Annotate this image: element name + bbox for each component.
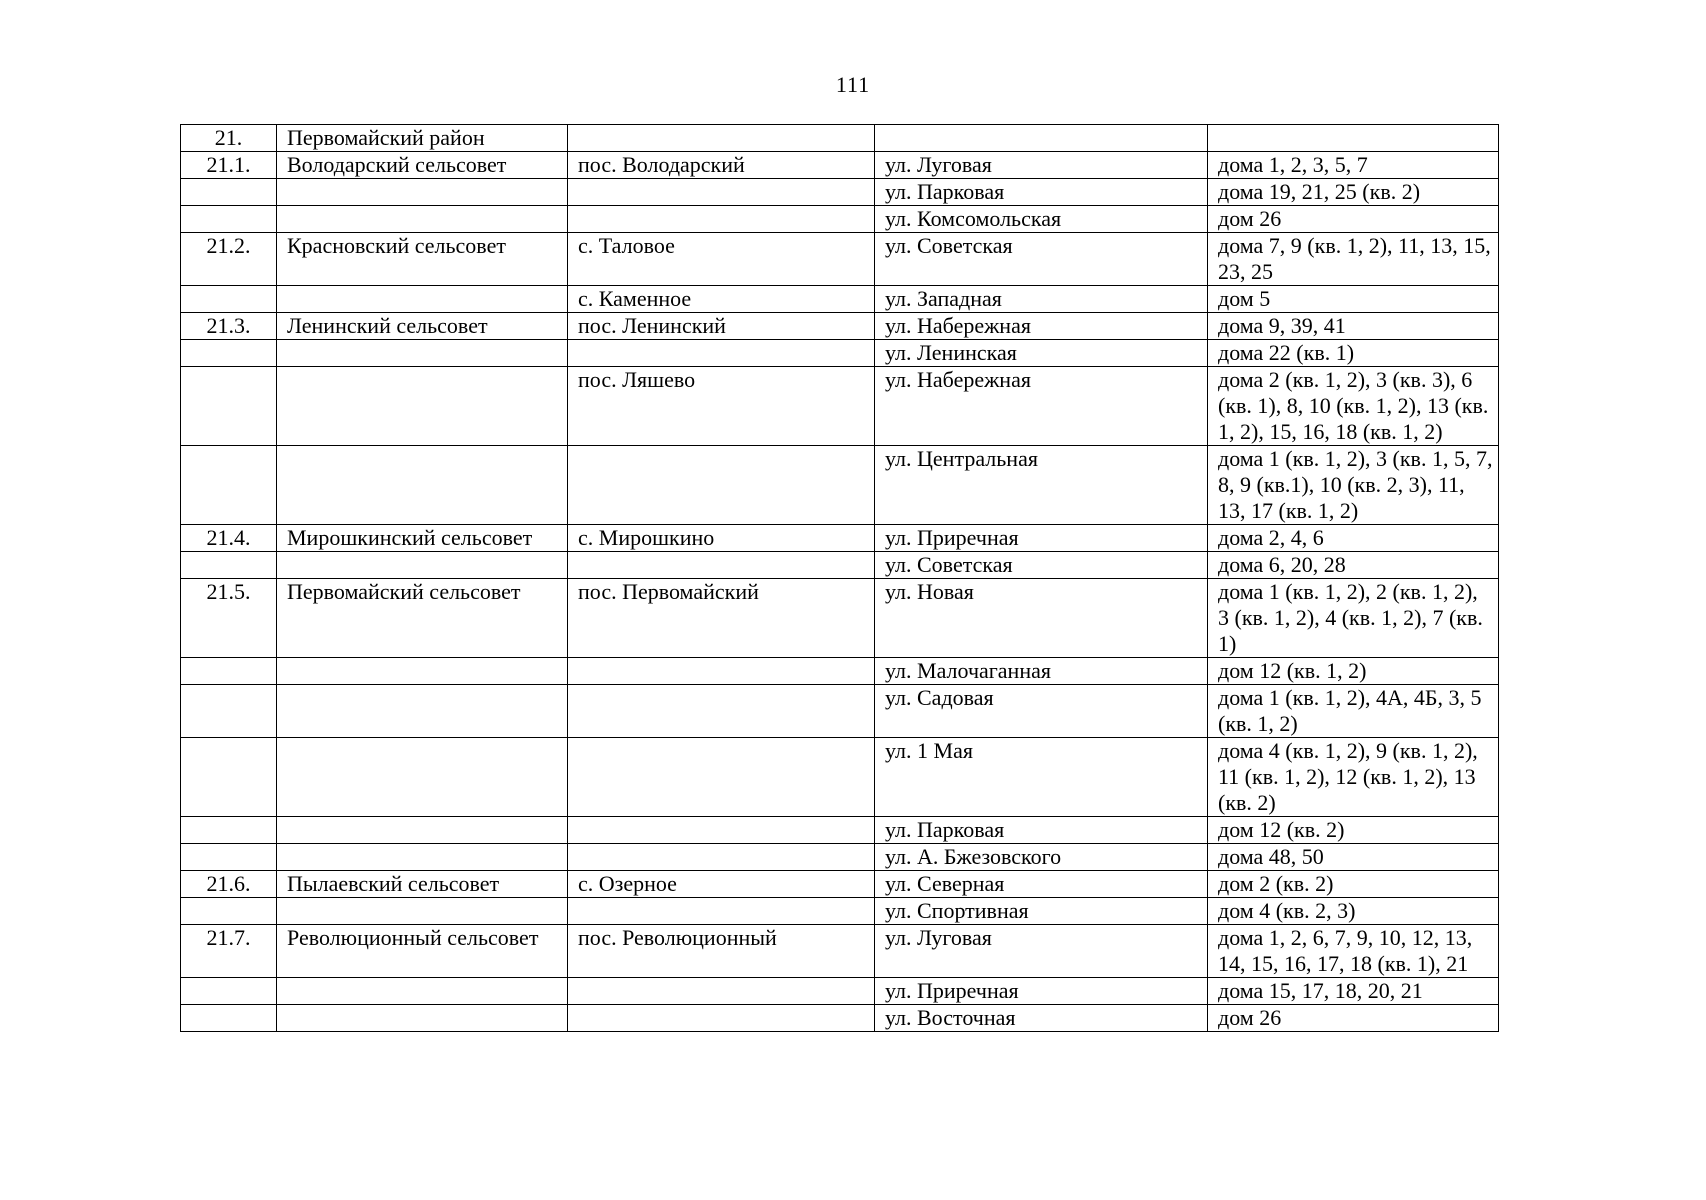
address-table-body xyxy=(181,125,1499,1032)
row-number-cell xyxy=(181,552,277,579)
table-row xyxy=(181,579,1499,658)
council-name-cell xyxy=(277,552,568,579)
row-number-cell: 21. xyxy=(181,125,277,152)
settlement-name-cell xyxy=(568,898,875,925)
table-row xyxy=(181,152,1499,179)
row-number-cell xyxy=(181,817,277,844)
house-numbers-cell: дома 2 (кв. 1, 2), 3 (кв. 3), 6 (кв. 1), 8, 10 (кв. 1, 2), 13 (кв. 1, 2), 15, 16, 18 (кв. 1, 2) xyxy=(1208,367,1499,446)
address-table xyxy=(180,124,1499,1032)
house-numbers-cell: дома 1 (кв. 1, 2), 4А, 4Б, 3, 5 (кв. 1, 2) xyxy=(1208,685,1499,738)
street-name-cell: ул. Приречная xyxy=(875,978,1208,1005)
row-number-cell xyxy=(181,446,277,525)
row-number-cell: 21.1. xyxy=(181,152,277,179)
row-number-cell xyxy=(181,340,277,367)
settlement-name-cell xyxy=(568,978,875,1005)
council-name-cell: Ленинский сельсовет xyxy=(277,313,568,340)
house-numbers-cell: дома 19, 21, 25 (кв. 2) xyxy=(1208,179,1499,206)
settlement-name-cell xyxy=(568,685,875,738)
settlement-name-cell xyxy=(568,179,875,206)
council-name-cell: Первомайский район xyxy=(277,125,568,152)
council-name-cell: Революционный сельсовет xyxy=(277,925,568,978)
table-row xyxy=(181,1005,1499,1032)
council-name-cell xyxy=(277,1005,568,1032)
street-name-cell: ул. 1 Мая xyxy=(875,738,1208,817)
settlement-name-cell: пос. Ляшево xyxy=(568,367,875,446)
settlement-name-cell xyxy=(568,658,875,685)
table-row xyxy=(181,871,1499,898)
council-name-cell: Мирошкинский сельсовет xyxy=(277,525,568,552)
street-name-cell: ул. Луговая xyxy=(875,925,1208,978)
settlement-name-cell xyxy=(568,844,875,871)
settlement-name-cell: с. Каменное xyxy=(568,286,875,313)
council-name-cell: Красновский сельсовет xyxy=(277,233,568,286)
table-row xyxy=(181,367,1499,446)
council-name-cell xyxy=(277,206,568,233)
street-name-cell: ул. А. Бжезовского xyxy=(875,844,1208,871)
house-numbers-cell: дома 2, 4, 6 xyxy=(1208,525,1499,552)
row-number-cell xyxy=(181,367,277,446)
street-name-cell: ул. Советская xyxy=(875,233,1208,286)
street-name-cell: ул. Новая xyxy=(875,579,1208,658)
settlement-name-cell: пос. Первомайский xyxy=(568,579,875,658)
row-number-cell xyxy=(181,738,277,817)
house-numbers-cell: дома 1 (кв. 1, 2), 3 (кв. 1, 5, 7, 8, 9 (кв.1), 10 (кв. 2, 3), 11, 13, 17 (кв. 1, 2) xyxy=(1208,446,1499,525)
house-numbers-cell: дома 15, 17, 18, 20, 21 xyxy=(1208,978,1499,1005)
settlement-name-cell: с. Таловое xyxy=(568,233,875,286)
house-numbers-cell: дома 1 (кв. 1, 2), 2 (кв. 1, 2), 3 (кв. 1, 2), 4 (кв. 1, 2), 7 (кв. 1) xyxy=(1208,579,1499,658)
street-name-cell: ул. Западная xyxy=(875,286,1208,313)
house-numbers-cell: дома 6, 20, 28 xyxy=(1208,552,1499,579)
settlement-name-cell: с. Озерное xyxy=(568,871,875,898)
table-row xyxy=(181,206,1499,233)
street-name-cell: ул. Парковая xyxy=(875,179,1208,206)
house-numbers-cell: дом 5 xyxy=(1208,286,1499,313)
council-name-cell xyxy=(277,738,568,817)
street-name-cell xyxy=(875,125,1208,152)
council-name-cell: Пылаевский сельсовет xyxy=(277,871,568,898)
house-numbers-cell: дом 4 (кв. 2, 3) xyxy=(1208,898,1499,925)
council-name-cell xyxy=(277,685,568,738)
table-row xyxy=(181,552,1499,579)
table-row xyxy=(181,925,1499,978)
house-numbers-cell: дома 48, 50 xyxy=(1208,844,1499,871)
street-name-cell: ул. Центральная xyxy=(875,446,1208,525)
row-number-cell xyxy=(181,978,277,1005)
row-number-cell xyxy=(181,286,277,313)
council-name-cell xyxy=(277,658,568,685)
street-name-cell: ул. Малочаганная xyxy=(875,658,1208,685)
page-number: 111 xyxy=(835,72,871,97)
settlement-name-cell xyxy=(568,1005,875,1032)
street-name-cell: ул. Луговая xyxy=(875,152,1208,179)
table-row xyxy=(181,817,1499,844)
house-numbers-cell: дома 9, 39, 41 xyxy=(1208,313,1499,340)
house-numbers-cell: дом 12 (кв. 2) xyxy=(1208,817,1499,844)
table-row xyxy=(181,525,1499,552)
row-number-cell: 21.7. xyxy=(181,925,277,978)
settlement-name-cell: с. Мирошкино xyxy=(568,525,875,552)
council-name-cell xyxy=(277,446,568,525)
table-row xyxy=(181,898,1499,925)
table-row xyxy=(181,179,1499,206)
house-numbers-cell: дома 22 (кв. 1) xyxy=(1208,340,1499,367)
street-name-cell: ул. Парковая xyxy=(875,817,1208,844)
house-numbers-cell: дома 4 (кв. 1, 2), 9 (кв. 1, 2), 11 (кв. 1, 2), 12 (кв. 1, 2), 13 (кв. 2) xyxy=(1208,738,1499,817)
table-row xyxy=(181,978,1499,1005)
house-numbers-cell: дом 26 xyxy=(1208,1005,1499,1032)
street-name-cell: ул. Восточная xyxy=(875,1005,1208,1032)
street-name-cell: ул. Набережная xyxy=(875,367,1208,446)
table-row xyxy=(181,658,1499,685)
table-row xyxy=(181,844,1499,871)
street-name-cell: ул. Садовая xyxy=(875,685,1208,738)
settlement-name-cell: пос. Ленинский xyxy=(568,313,875,340)
council-name-cell xyxy=(277,367,568,446)
row-number-cell: 21.5. xyxy=(181,579,277,658)
row-number-cell xyxy=(181,1005,277,1032)
house-numbers-cell xyxy=(1208,125,1499,152)
row-number-cell: 21.2. xyxy=(181,233,277,286)
house-numbers-cell: дома 1, 2, 3, 5, 7 xyxy=(1208,152,1499,179)
table-row xyxy=(181,286,1499,313)
council-name-cell: Володарский сельсовет xyxy=(277,152,568,179)
house-numbers-cell: дом 12 (кв. 1, 2) xyxy=(1208,658,1499,685)
settlement-name-cell xyxy=(568,817,875,844)
settlement-name-cell xyxy=(568,446,875,525)
house-numbers-cell: дома 1, 2, 6, 7, 9, 10, 12, 13, 14, 15, 16, 17, 18 (кв. 1), 21 xyxy=(1208,925,1499,978)
table-row xyxy=(181,233,1499,286)
street-name-cell: ул. Спортивная xyxy=(875,898,1208,925)
row-number-cell: 21.3. xyxy=(181,313,277,340)
settlement-name-cell xyxy=(568,125,875,152)
row-number-cell xyxy=(181,658,277,685)
council-name-cell xyxy=(277,340,568,367)
street-name-cell: ул. Набережная xyxy=(875,313,1208,340)
row-number-cell xyxy=(181,179,277,206)
settlement-name-cell: пос. Володарский xyxy=(568,152,875,179)
settlement-name-cell xyxy=(568,552,875,579)
street-name-cell: ул. Северная xyxy=(875,871,1208,898)
settlement-name-cell xyxy=(568,206,875,233)
table-row xyxy=(181,738,1499,817)
council-name-cell xyxy=(277,898,568,925)
council-name-cell: Первомайский сельсовет xyxy=(277,579,568,658)
council-name-cell xyxy=(277,286,568,313)
street-name-cell: ул. Ленинская xyxy=(875,340,1208,367)
table-row xyxy=(181,685,1499,738)
house-numbers-cell: дома 7, 9 (кв. 1, 2), 11, 13, 15, 23, 25 xyxy=(1208,233,1499,286)
table-row xyxy=(181,446,1499,525)
row-number-cell: 21.6. xyxy=(181,871,277,898)
row-number-cell xyxy=(181,206,277,233)
council-name-cell xyxy=(277,179,568,206)
row-number-cell xyxy=(181,844,277,871)
settlement-name-cell xyxy=(568,738,875,817)
table-row xyxy=(181,125,1499,152)
council-name-cell xyxy=(277,844,568,871)
council-name-cell xyxy=(277,817,568,844)
row-number-cell: 21.4. xyxy=(181,525,277,552)
row-number-cell xyxy=(181,685,277,738)
street-name-cell: ул. Приречная xyxy=(875,525,1208,552)
settlement-name-cell xyxy=(568,340,875,367)
table-row xyxy=(181,313,1499,340)
table-row xyxy=(181,340,1499,367)
council-name-cell xyxy=(277,978,568,1005)
house-numbers-cell: дом 2 (кв. 2) xyxy=(1208,871,1499,898)
settlement-name-cell: пос. Революционный xyxy=(568,925,875,978)
house-numbers-cell: дом 26 xyxy=(1208,206,1499,233)
street-name-cell: ул. Комсомольская xyxy=(875,206,1208,233)
row-number-cell xyxy=(181,898,277,925)
street-name-cell: ул. Советская xyxy=(875,552,1208,579)
